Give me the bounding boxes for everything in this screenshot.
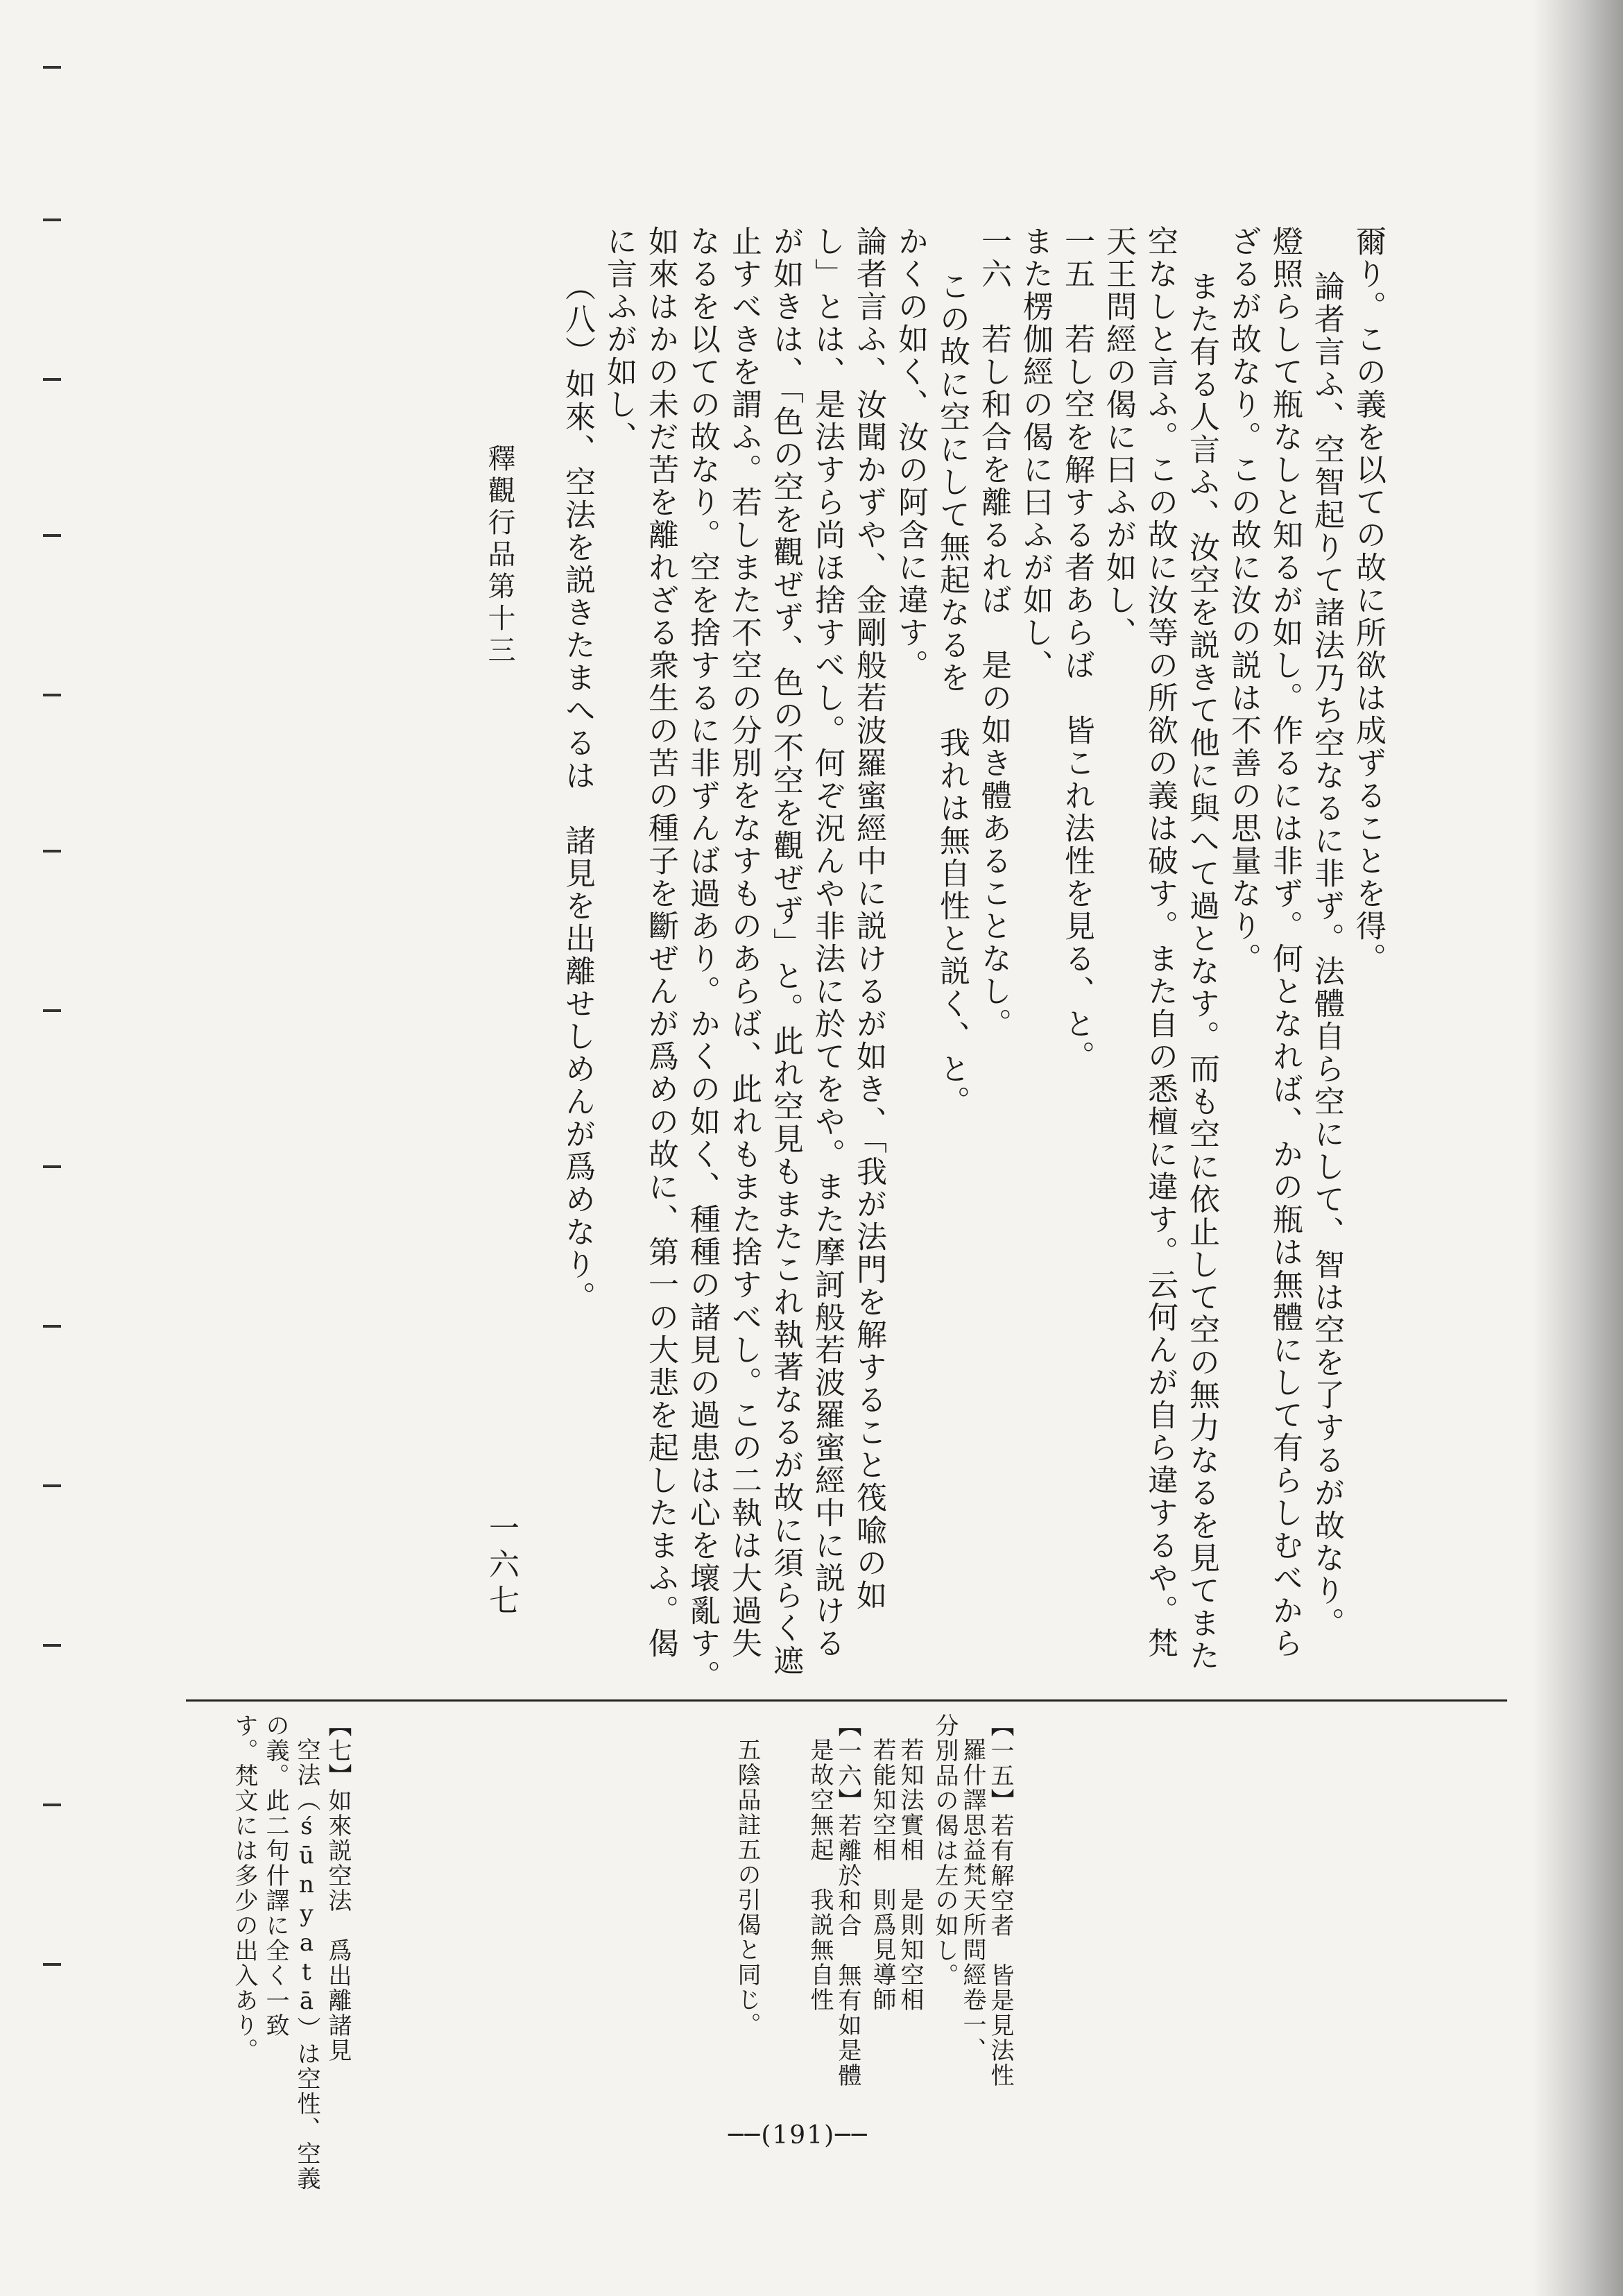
margin-tick bbox=[43, 378, 61, 381]
text-column: が如きは、「色の空を觀ぜず、色の不空を觀ぜず」と。此れ空見もまたこれ執著なるが故に須らく遮 bbox=[768, 225, 803, 1677]
margin-tick bbox=[43, 1804, 61, 1806]
footnote-line: 五陰品註五の引偈と同じ。 bbox=[733, 1738, 761, 2037]
text-column: 爾り。この義を以ての故に所欲は成ずることを得。 bbox=[1350, 225, 1386, 975]
text-column: に言ふが如し、 bbox=[601, 225, 637, 454]
scan-edge-shadow bbox=[1533, 0, 1623, 2296]
text-column: 如來はかの未だ苦を離れざる衆生の苦の種子を斷ぜんが爲めの故に、第一の大悲を起したまふ。偈 bbox=[643, 225, 678, 1660]
verse-column: 一五 若し空を解する者あらば 皆これ法性を見る、と。 bbox=[1059, 225, 1094, 1073]
text-column: 燈照らして瓶なしと知るが如し。作るには非ず。何となれば、かの瓶は無體にして有らしむべから bbox=[1267, 225, 1303, 1660]
text-column: 論者言ふ、空智起りて諸法乃ち空なるに非ず。法體自ら空にして、智は空を了するが故なり。 bbox=[1309, 271, 1344, 1640]
footnote-line: の義。此二句什譯に全く一致 bbox=[261, 1713, 289, 2038]
text-column: また楞伽經の偈に曰ふが如し、 bbox=[1017, 225, 1053, 682]
verse-column: （八）如來、空法を説きたまへるは 諸見を出離せしめんが爲めなり。 bbox=[560, 271, 595, 1314]
footnote-line: 是故空無起 我説無自性 bbox=[806, 1738, 834, 2012]
footnote-line: 羅什譯思益梵天所問經卷一、 bbox=[959, 1738, 986, 2062]
footnote-line: 【一五】若有解空者 皆是見法性 bbox=[986, 1713, 1014, 2088]
margin-tick bbox=[43, 1644, 61, 1647]
margin-tick bbox=[43, 694, 61, 696]
text-column: 天王問經の偈に曰ふが如し、 bbox=[1101, 225, 1136, 649]
margin-tick bbox=[43, 850, 61, 853]
verse-column: 一六 若し和合を離るれば 是の如き體あることなし。 bbox=[976, 225, 1011, 1040]
margin-tick bbox=[43, 66, 61, 69]
verse-column: この故に空にして無起なるを 我れは無自性と説く、と。 bbox=[934, 271, 970, 1118]
margin-tick bbox=[43, 1325, 61, 1328]
footnote-line: 分別品の偈は左の如し。 bbox=[931, 1713, 959, 1988]
text-column: 論者言ふ、汝聞かずや、金剛般若波羅蜜經中に説けるが如き、「我が法門を解すること筏喩の如 bbox=[851, 225, 886, 1612]
margin-tick bbox=[43, 534, 61, 537]
footnote-line: 空法（śūnyatā）は空性、空義 bbox=[293, 1738, 320, 2191]
margin-tick bbox=[43, 1963, 61, 1966]
printed-page-number: ──(191)── bbox=[728, 2121, 868, 2150]
margin-tick bbox=[43, 1484, 61, 1487]
text-column: 空なしと言ふ。この故に汝等の所欲の義は破す。また自の悉檀に違す。云何んが自ら違するや。梵 bbox=[1142, 225, 1178, 1660]
footnote-line: す。梵文には多少の出入あり。 bbox=[230, 1713, 258, 2063]
text-column: また有る人言ふ、汝空を説きて他に與へて過となす。而も空に依止して空の無力なるを見てまた bbox=[1184, 271, 1219, 1672]
margin-tick bbox=[43, 1009, 61, 1012]
footnote-divider bbox=[186, 1699, 1507, 1702]
margin-tick bbox=[43, 219, 61, 221]
text-column: かくの如く、汝の阿含に違す。 bbox=[893, 225, 928, 682]
footnote-line: 【七】如來説空法 爲出離諸見 bbox=[324, 1713, 352, 2063]
running-head: 釋觀行品第十三 bbox=[483, 444, 515, 667]
text-column: 止すべきを謂ふ。若しまた不空の分別をなすものあらば、此れもまた捨すべし。この二執は大過失 bbox=[726, 225, 762, 1660]
text-column: なるを以ての故なり。空を捨するに非ずんば過あり。かくの如く、種種の諸見の過患は心を壞亂す。 bbox=[685, 225, 720, 1693]
folio-number: 一六七 bbox=[483, 1512, 519, 1620]
footnote-line: 【一六】若離於和合 無有如是體 bbox=[834, 1713, 861, 2088]
margin-tick bbox=[43, 1165, 61, 1168]
text-column: ざるが故なり。この故に汝の説は不善の思量なり。 bbox=[1226, 225, 1261, 975]
footnote-line: 若能知空相 則爲見導師 bbox=[868, 1738, 896, 2012]
text-column: し」とは、是法すら尚ほ捨すべし。何ぞ況んや非法に於てをや。また摩訶般若波羅蜜經中に説ける bbox=[809, 225, 845, 1660]
footnote-line: 若知法實相 是則知空相 bbox=[896, 1738, 924, 2012]
